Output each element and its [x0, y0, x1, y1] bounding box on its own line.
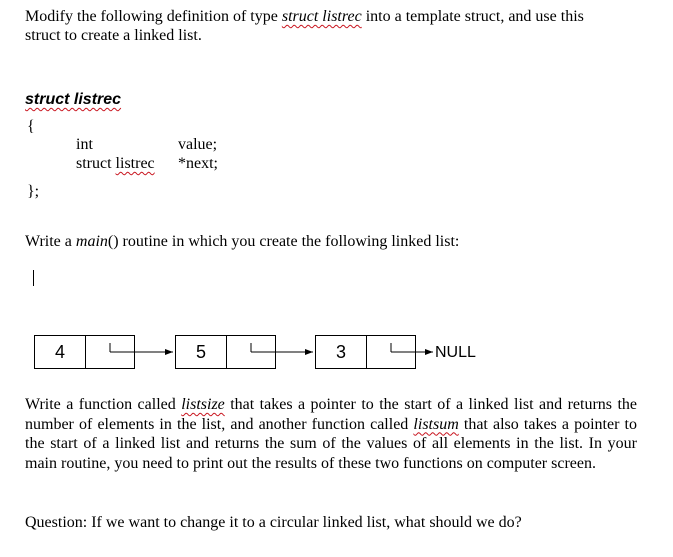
- intro-line-1: Modify the following definition of type struct listrec into a template struct, and use this: [25, 8, 584, 25]
- listsize-function-name: listsize: [181, 396, 225, 413]
- node-1-value-cell: 4: [34, 335, 86, 369]
- intro-line-2: struct to create a linked list.: [25, 27, 202, 44]
- node-3-value-cell: 3: [315, 335, 367, 369]
- node-2-value-cell: 5: [175, 335, 227, 369]
- main-prompt: Write a main() routine in which you create the following linked list:: [25, 233, 460, 250]
- text-cursor: [33, 270, 34, 286]
- code-field1-type: int: [76, 136, 93, 153]
- task-paragraph: Write a function called listsize that takes a pointer to the start of a linked list and returns the number of elements in the list, and another function called listsum that also takes a pointer to the start of a linked list and returns the sum of the values of all elements in the list. In your main routine, you need to print out the results of these two functions on computer screen.: [25, 396, 638, 472]
- question-line: Question: If we want to change it to a circular linked list, what should we do?: [25, 514, 522, 531]
- code-field2-name: *next;: [178, 155, 218, 172]
- code-field1-name: value;: [178, 136, 218, 153]
- list-arrows: [0, 322, 673, 382]
- code-close-brace: };: [27, 183, 40, 200]
- listsum-function-name: listsum: [413, 415, 459, 433]
- struct-name-emphasis: struct listrec: [281, 8, 362, 25]
- code-open-brace: {: [27, 118, 35, 135]
- code-field2-type: struct listrec: [76, 155, 155, 172]
- null-terminator-label: NULL: [435, 344, 476, 361]
- code-struct-title: struct listrec: [25, 91, 122, 108]
